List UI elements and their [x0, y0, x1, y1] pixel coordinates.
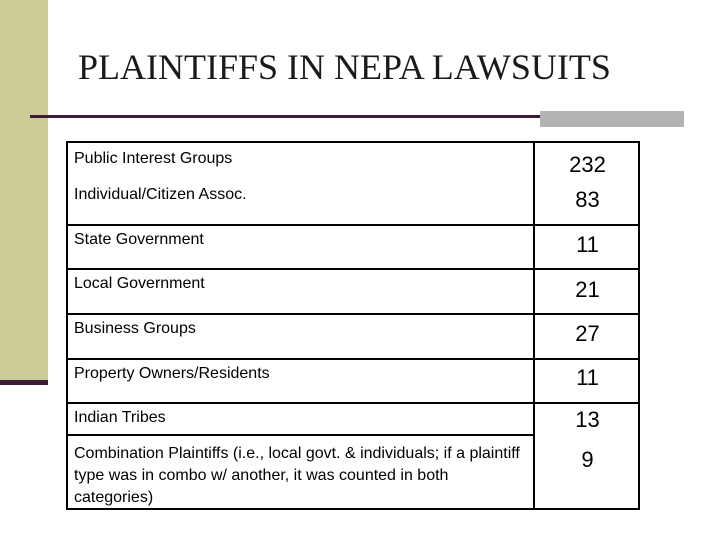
row-separator — [535, 358, 640, 360]
table-row-label: Public Interest Groups — [74, 150, 233, 167]
row-separator — [68, 358, 533, 360]
row-separator — [535, 313, 640, 315]
table-row-value: 11 — [576, 232, 599, 257]
title-underline-light — [540, 111, 684, 127]
table-row-label: Property Owners/Residents — [74, 365, 270, 382]
row-separator — [68, 224, 533, 226]
table-row-label: Individual/Citizen Assoc. — [74, 186, 247, 203]
table-row-value: 11 — [576, 365, 599, 390]
row-separator — [68, 434, 533, 436]
row-separator — [535, 268, 640, 270]
table-row-label: Business Groups — [74, 320, 196, 337]
table-row-value: 27 — [575, 321, 600, 346]
decorative-side-bar — [0, 0, 48, 382]
row-separator — [535, 224, 640, 226]
plaintiffs-table — [66, 141, 640, 510]
title-underline-dark — [30, 115, 540, 118]
table-row-value: 13 — [575, 407, 600, 432]
row-separator — [68, 402, 533, 404]
row-separator — [68, 313, 533, 315]
row-separator — [68, 268, 533, 270]
table-row-value: 83 — [575, 187, 600, 212]
table-row-label: Local Government — [74, 275, 205, 292]
table-row-label: Combination Plaintiffs (i.e., local govt. & individuals; if a plaintiff type was in combo w/ another, it was counted in both categories) — [74, 445, 520, 506]
table-row-label: Indian Tribes — [74, 409, 166, 426]
decorative-side-bar-base — [0, 380, 48, 385]
table-row-label: State Government — [74, 231, 204, 248]
table-row-value: 21 — [575, 277, 600, 302]
row-separator — [535, 402, 640, 404]
table-row-value: 9 — [581, 447, 594, 472]
slide-title: PLAINTIFFS IN NEPA LAWSUITS — [78, 47, 611, 87]
table-row-value: 232 — [569, 152, 606, 177]
